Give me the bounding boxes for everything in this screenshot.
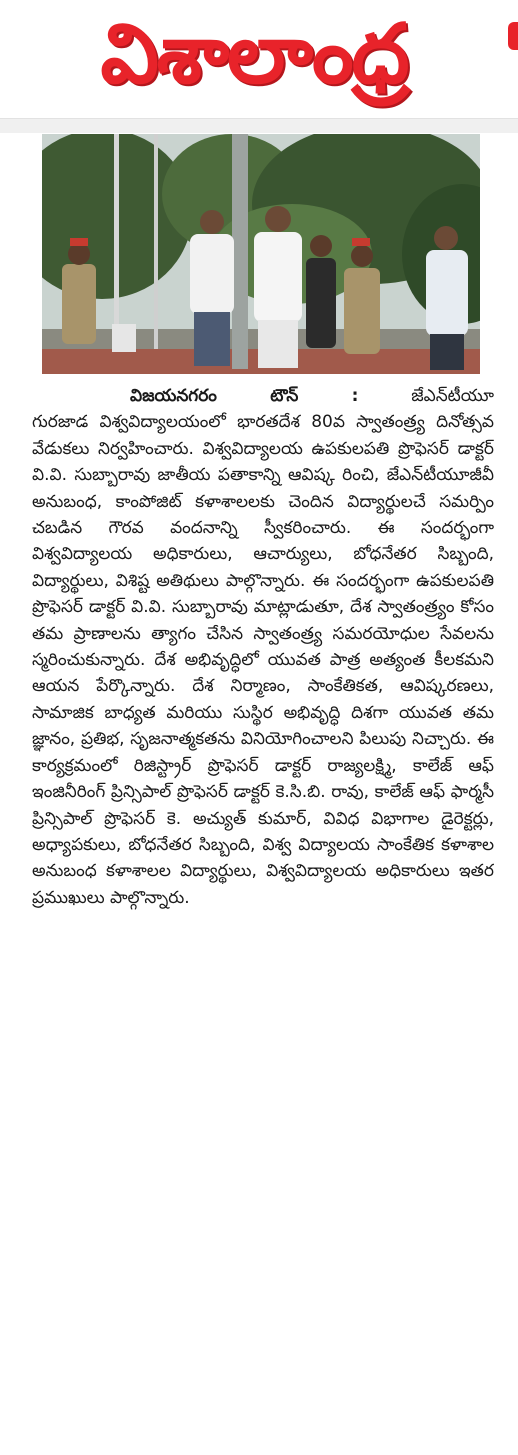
masthead-separator: [0, 118, 518, 133]
masthead: [0, 0, 518, 112]
article-body: గురజాడ విశ్వవిద్యాలయంలో భారతదేశ 80వ స్వాతంత్ర్య దినోత్సవ వేడుకలు నిర్వహించారు. విశ్వవిద్యాలయ ఉపకులపతి ప్రొఫెసర్ డాక్టర్ వి.వి. సుబ్బారావు జాతీయ పతాకాన్ని ఆవిష్క రించి, జేఎన్‌టీయూజీవీ అనుబంధ, కాంపోజిట్ కళాశాలలకు చెందిన విద్యార్థులచే సమర్పిం చబడిన గౌరవ వందనాన్ని స్వీకరించారు. ఈ సందర్భంగా విశ్వవిద్యాలయ అధికారులు, ఆచార్యులు, బోధనేతర సిబ్బంది, విద్యార్థులు, విశిష్ట అతిథులు పాల్గొన్నారు. ఈ సందర్భంగా ఉపకులపతి ప్రొఫెసర్ డాక్టర్ వి.వి. సుబ్బారావు మాట్లాడుతూ, దేశ స్వాతంత్ర్యం కోసం తమ ప్రాణాలను త్యాగం చేసిన స్వాతంత్ర్య సమరయోధుల సేవలను స్మరించుకున్నారు. దేశ అభివృద్ధిలో యువత పాత్ర అత్యంత కీలకమని ఆయన పేర్కొన్నారు. దేశ నిర్మాణం, సాంకేతికత, ఆవిష్కరణలు, సామాజిక బాధ్యత మరియు సుస్థిర అభివృద్ధి దిశగా యువత తమ జ్ఞానం, ప్రతిభ, సృజనాత్మకతను వినియోగించాలని పిలుపు నిచ్చారు. ఈ కార్యక్రమంలో రిజిస్ట్రార్ ప్రొఫెసర్ డాక్టర్ రాజ్యలక్ష్మి, కాలేజ్ ఆఫ్ ఇంజినీరింగ్ ప్రిన్సిపాల్ ప్రొఫెసర్ డాక్టర్ కె.సి.బి. రావు, కాలేజ్ ఆఫ్ ఫార్మసీ ప్రిన్సిపాల్ ప్రొఫెసర్ కె. అచ్యుత్ కుమార్, వివిధ విభాగాల డైరెక్టర్లు, అధ్యాపకులు, బోధనేతర సిబ్బంది, విశ్వ విద్యాలయ సాంకేతిక కళాశాల అనుబంధ కళాశాలల విద్యార్థులు, విశ్వవిద్యాలయ అధికారులు ఇతర ప్రముఖులు పాల్గొన్నారు.: [32, 412, 494, 908]
newspaper-logo: విశాలాంధ్ర: [100, 7, 408, 102]
news-article: [32, 383, 494, 911]
article-lead-line: [32, 383, 494, 409]
masthead-edge-mark: [508, 22, 518, 50]
article-dateline: విజయనగరం టౌన్ :: [130, 386, 359, 406]
flag-hoisting-photo: [42, 134, 480, 374]
article-lead-text: జేఎన్‌టీయూ: [411, 386, 495, 406]
news-photo: [42, 134, 480, 374]
